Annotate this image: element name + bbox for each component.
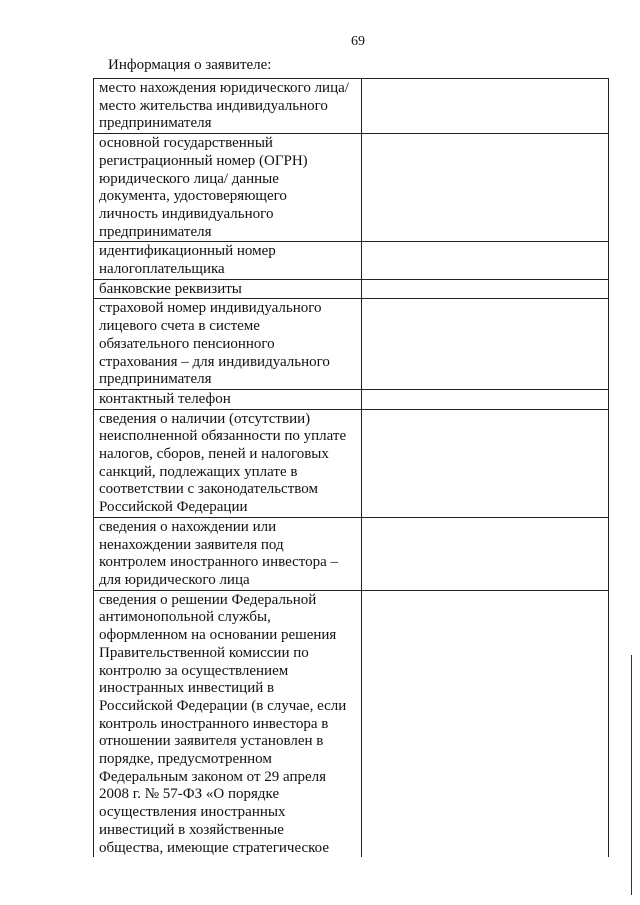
label-line: сведения о наличии (отсутствии) [99,410,311,427]
label-line: сведения о решении Федеральной [99,591,317,608]
table-row-snils [94,299,609,390]
label-line: для юридического лица [99,571,250,588]
label-line: антимонопольной службы, [99,609,271,626]
label-line: 2008 г. № 57-ФЗ «О порядке [99,786,280,803]
label-line: Российской Федерации [99,499,248,516]
label-line: предпринимателя [99,371,212,388]
label-line: общества, имеющие стратегическое [99,839,329,856]
label-line: место нахождения юридического лица/ [99,80,349,96]
label-line: налогов, сборов, пеней и налоговых [99,446,329,463]
label-line: контактный телефон [99,390,231,407]
label-line: идентификационный номер [99,243,276,260]
table-row-location [94,79,609,134]
label-line: личность индивидуального [99,205,274,222]
label-line: Федеральным законом от 29 апреля [99,768,327,785]
table-row-bank-details [94,279,609,299]
label-line: сведения о нахождении или [99,518,277,535]
value-cell-fas-decision[interactable] [362,590,609,857]
value-cell-location[interactable] [362,79,609,134]
label-line: предпринимателя [99,115,212,132]
applicant-info-table [93,78,609,857]
label-line: банковские реквизиты [99,280,242,297]
table-row-ogrn [94,134,609,242]
label-line: контролем иностранного инвестора – [99,554,339,571]
page-number: 69 [351,34,365,49]
label-line: регистрационный номер (ОГРН) [99,152,308,169]
value-cell-tax-debts[interactable] [362,409,609,517]
table-row-tax-debts [94,409,609,517]
label-line: контроль иностранного инвестора в [99,715,329,732]
label-line: отношении заявителя установлен в [99,733,324,750]
label-line: порядке, предусмотренном [99,751,272,768]
row-label-snils [94,299,362,390]
label-line: соответствии с законодательством [99,481,318,498]
label-line: санкций, подлежащих уплате в [99,463,298,480]
table-row-phone [94,389,609,409]
value-cell-foreign-control[interactable] [362,517,609,590]
value-cell-inn[interactable] [362,242,609,279]
label-line: обязательного пенсионного [99,335,275,352]
value-cell-phone[interactable] [362,389,609,409]
label-line: налогоплательщика [99,261,225,278]
row-label-foreign-control [94,517,362,590]
label-line: оформленном на основании решения [99,627,337,644]
label-line: лицевого счета в системе [99,318,260,335]
row-label-tax-debts [94,409,362,517]
label-line: ненахождении заявителя под [99,536,284,553]
label-line: Правительственной комиссии по [99,644,309,661]
label-line: предпринимателя [99,223,212,240]
label-line: инвестиций в хозяйственные [99,821,284,838]
label-line: юридического лица/ данные [99,170,279,187]
label-line: контролю за осуществлением [99,662,289,679]
scan-margin-line [631,655,632,895]
label-line: основной государственный [99,135,273,152]
row-label-location [94,79,362,134]
value-cell-ogrn[interactable] [362,134,609,242]
label-line: страхования – для индивидуального [99,353,330,370]
row-label-inn [94,242,362,279]
row-label-fas-decision [94,590,362,857]
label-line: осуществления иностранных [99,804,286,821]
label-line: неисполненной обязанности по уплате [99,428,347,445]
label-line: Российской Федерации (в случае, если [99,697,347,714]
label-line: иностранных инвестиций в [99,680,275,697]
value-cell-snils[interactable] [362,299,609,390]
table-row-foreign-control [94,517,609,590]
table-row-fas-decision [94,590,609,857]
label-line: страховой номер индивидуального [99,300,322,317]
section-heading: Информация о заявителе: [108,57,272,73]
value-cell-bank-details[interactable] [362,279,609,299]
row-label-phone [94,389,362,409]
table-row-inn [94,242,609,279]
label-line: место жительства индивидуального [99,97,328,114]
row-label-bank-details [94,279,362,299]
row-label-ogrn [94,134,362,242]
label-line: документа, удостоверяющего [99,188,287,205]
